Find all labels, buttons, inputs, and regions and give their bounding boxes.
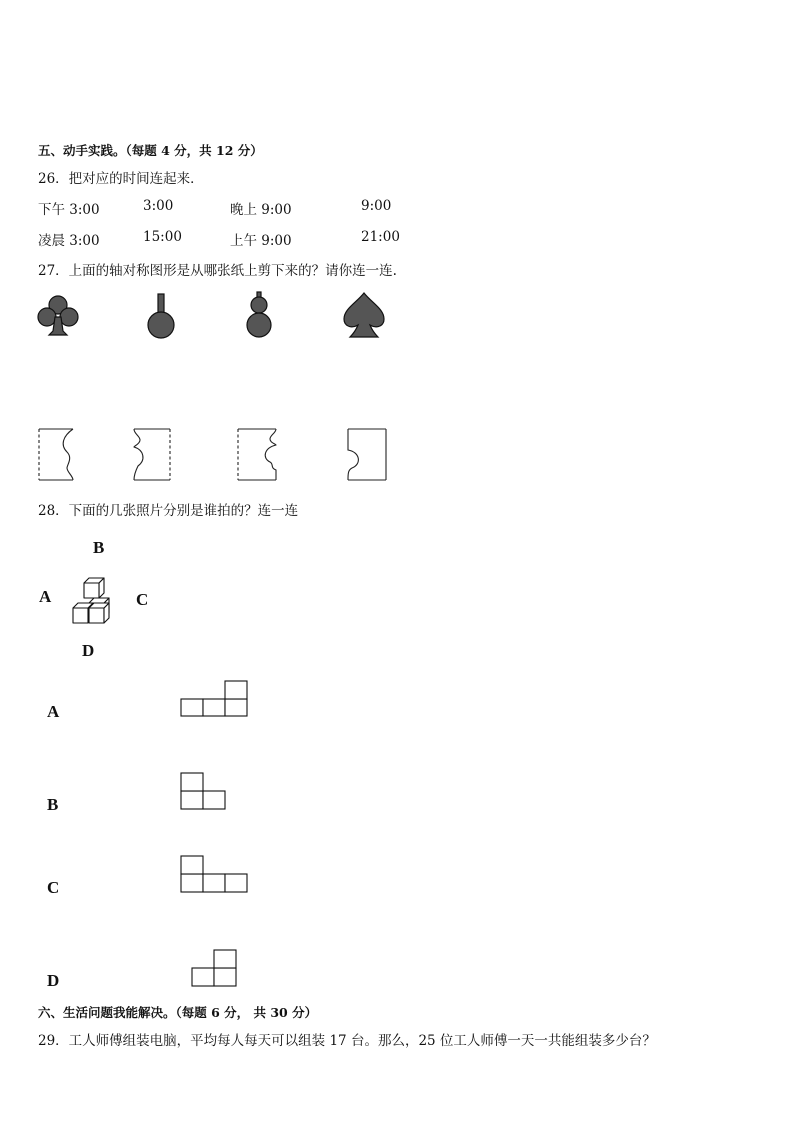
observer-label: B <box>93 538 105 557</box>
time-item: 9:00 <box>361 198 392 214</box>
racket-shape <box>141 293 181 341</box>
observer-label: C <box>136 590 149 609</box>
view-grid-b <box>180 772 230 812</box>
view-label: A <box>47 702 60 721</box>
view-label: C <box>47 878 60 897</box>
paper-cut-2 <box>130 428 174 482</box>
section-title: 六、生活问题我能解决。（每题 6 分， 共 30 分） <box>38 1005 318 1020</box>
view-grid-d <box>191 948 241 990</box>
spade-shape <box>341 291 387 339</box>
question-29: 29．工人师傅组装电脑，平均每人每天可以组装 17 台。那么，25 位工人师傅一天一共能组装多少台？ <box>38 1033 656 1049</box>
observer-label: D <box>82 641 95 660</box>
time-item: 3:00 <box>143 198 174 214</box>
question-26: 26．把对应的时间连起来． <box>38 171 204 187</box>
time-item: 凌晨 3:00 <box>38 233 100 249</box>
section-title: 五、动手实践。（每题 4 分，共 12 分） <box>38 143 263 158</box>
view-grid-a <box>180 679 250 719</box>
view-label: B <box>47 795 59 814</box>
view-label: D <box>47 971 60 990</box>
cube-stack <box>72 574 120 628</box>
question-28: 28．下面的几张照片分别是谁拍的？连一连 <box>38 503 299 519</box>
time-item: 晚上 9:00 <box>230 202 292 218</box>
gourd-shape <box>243 291 275 339</box>
paper-cut-1 <box>37 428 79 482</box>
time-item: 15:00 <box>143 229 182 245</box>
question-27: 27．上面的轴对称图形是从哪张纸上剪下来的？请你连一连. <box>38 263 397 279</box>
view-grid-c <box>180 855 252 895</box>
time-item: 21:00 <box>361 229 400 245</box>
time-item: 下午 3:00 <box>38 202 100 218</box>
paper-cut-3 <box>236 428 280 482</box>
observer-label: A <box>39 587 52 606</box>
time-item: 上午 9:00 <box>230 233 292 249</box>
club-shape <box>36 293 80 337</box>
paper-cut-4 <box>344 428 388 482</box>
